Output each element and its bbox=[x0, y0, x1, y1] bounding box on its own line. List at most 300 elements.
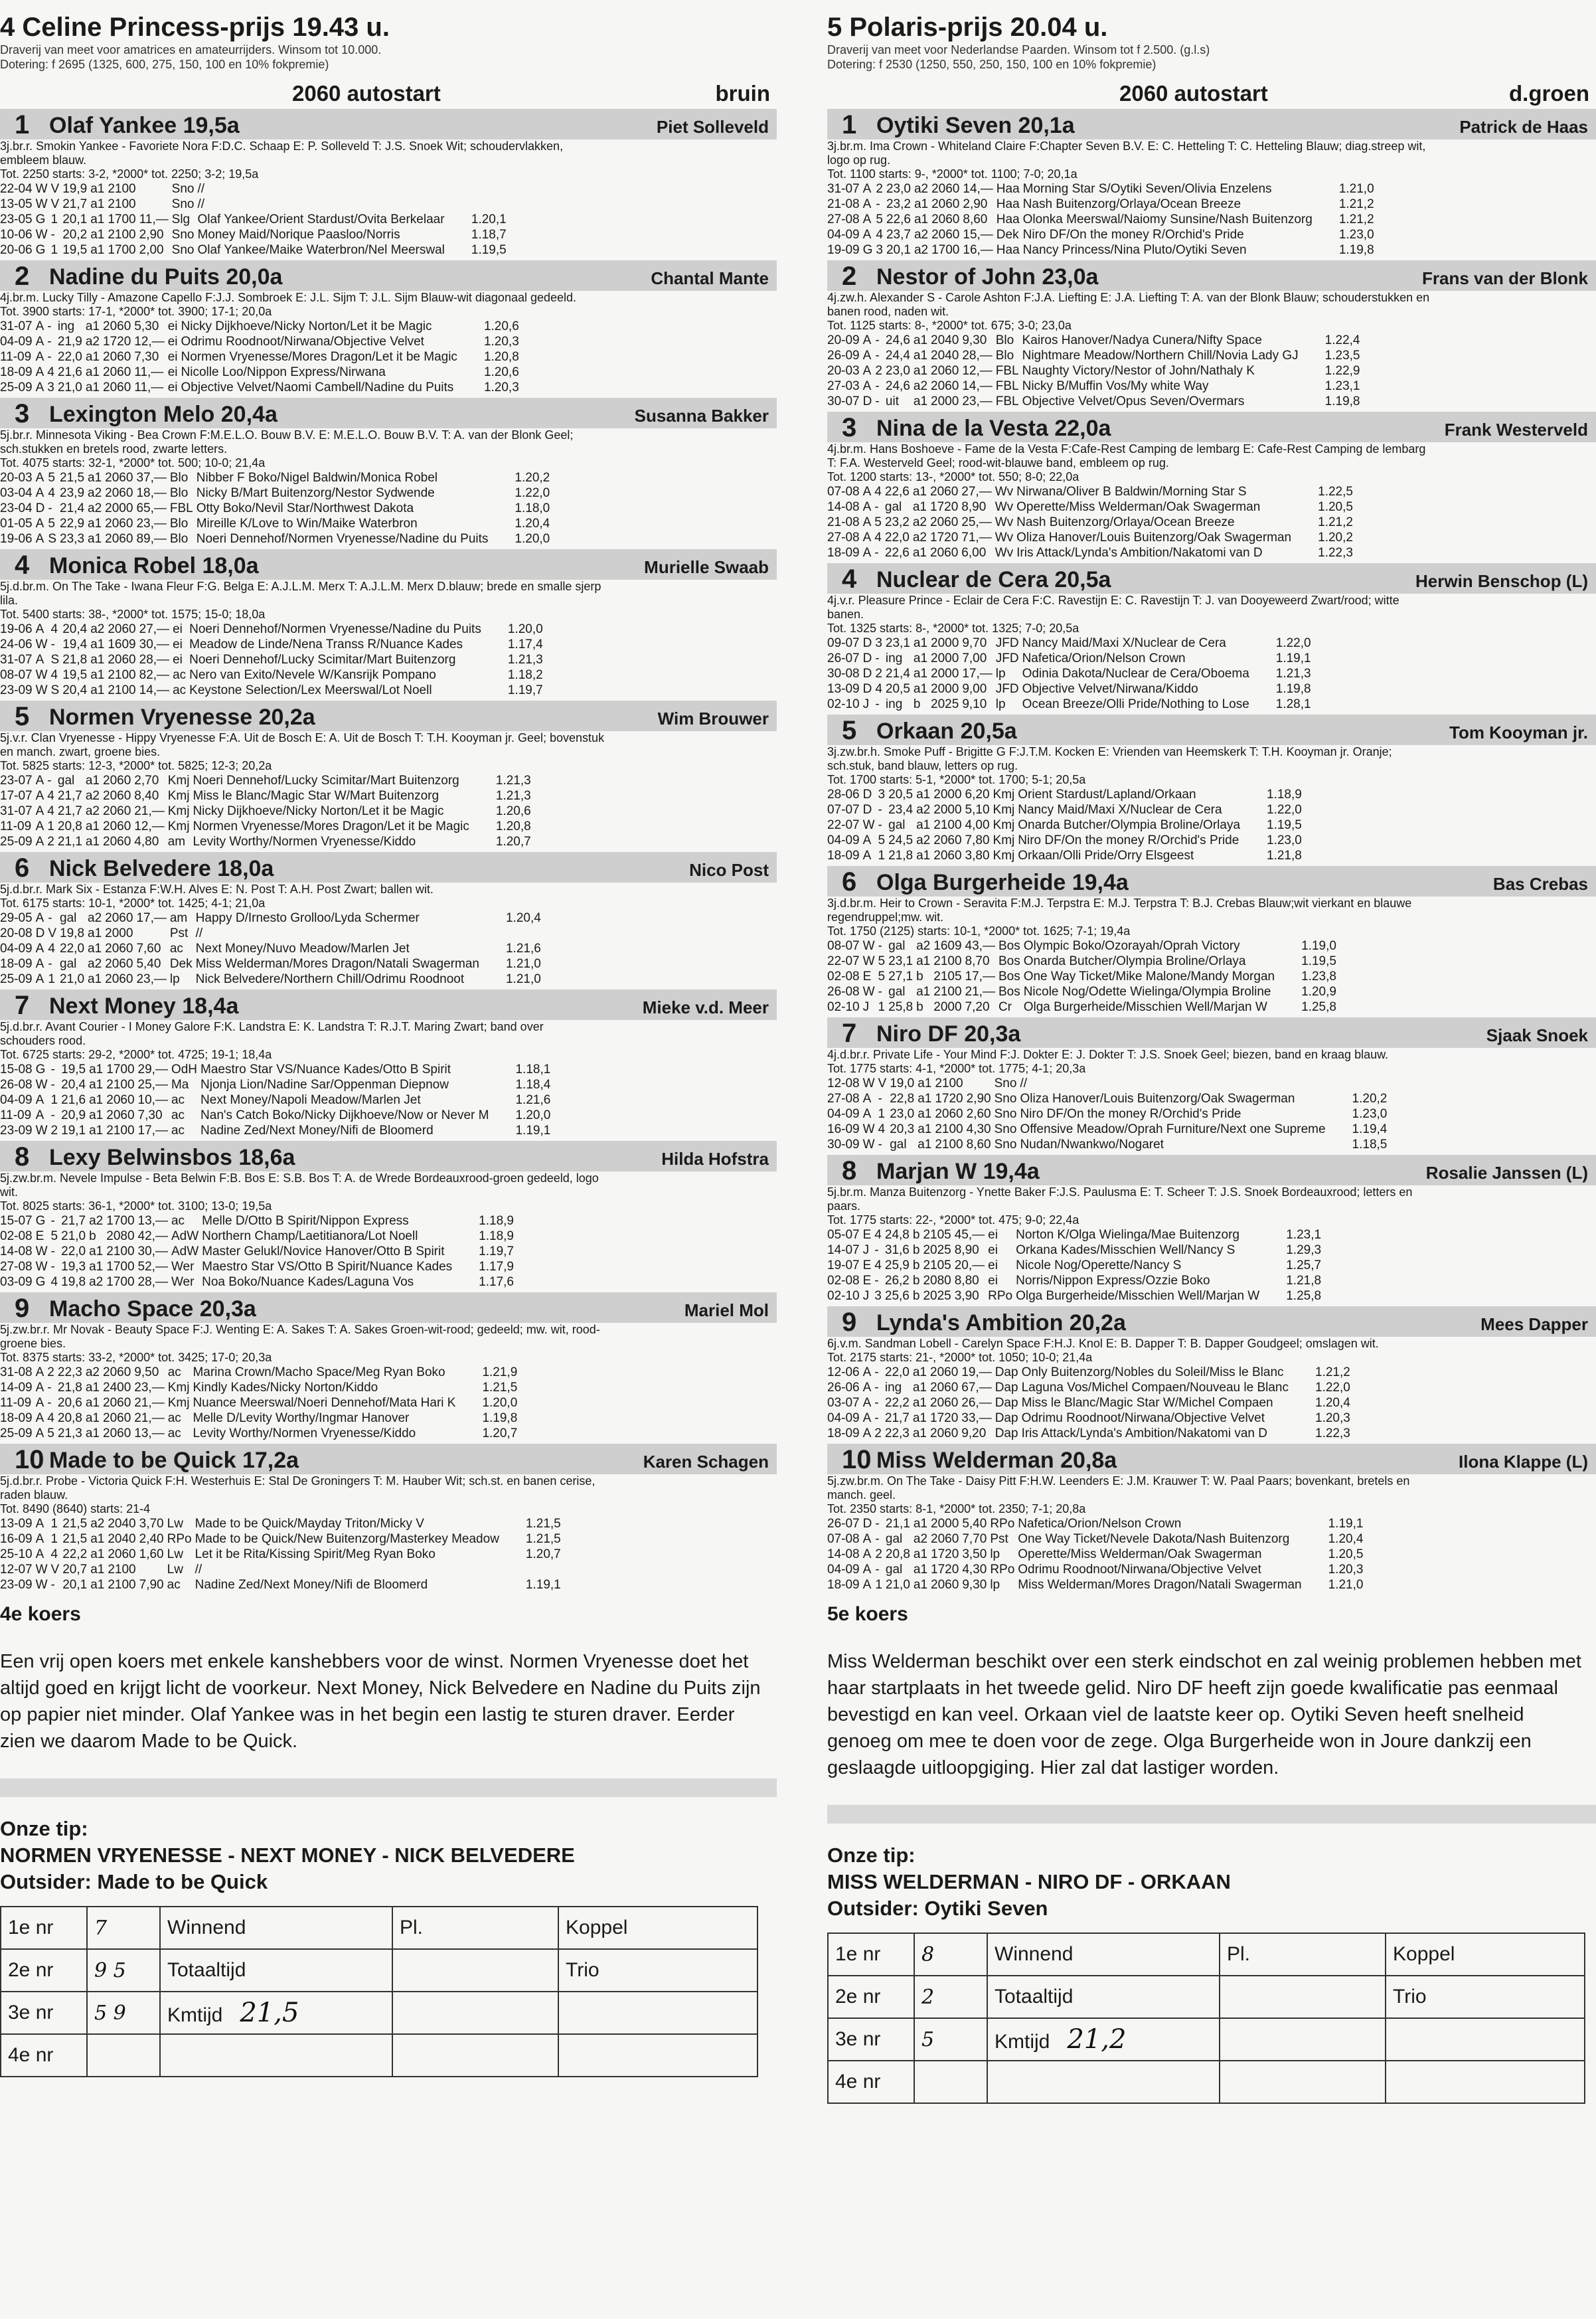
race-result-row bbox=[827, 363, 1364, 379]
result-cell bbox=[506, 1562, 564, 1577]
result-cell: Kmj bbox=[167, 819, 190, 833]
result-cell: Northern Champ/Laetitianora/Lot Noell bbox=[202, 1229, 418, 1243]
result-cell: 21,0 bbox=[61, 1229, 86, 1243]
past-performance-table bbox=[0, 319, 522, 395]
result-cell: A bbox=[862, 1547, 872, 1561]
result-cell: Lw bbox=[167, 1563, 183, 1577]
result-cell: a1 bbox=[90, 1578, 105, 1592]
result-cell: Orient Stardust/Lapland/Orkaan bbox=[1018, 788, 1196, 802]
race-result-row bbox=[0, 485, 553, 501]
result-cell: 11,— bbox=[134, 365, 164, 379]
result-cell: E bbox=[862, 970, 872, 984]
result-cell: Levity Worthy/Normen Vryenesse/Kiddo bbox=[193, 835, 416, 849]
result-cell: A bbox=[35, 835, 44, 849]
handwritten-entry: 5 bbox=[914, 2018, 987, 2061]
result-cell: One Way Ticket/Nevele Dakota/Nash Buitenzorg bbox=[1018, 1532, 1290, 1546]
tip-label: Onze tip: bbox=[827, 1844, 916, 1867]
result-cell: 11-09 bbox=[0, 1108, 32, 1122]
result-cell: 02-08 bbox=[827, 970, 860, 984]
result-cell: 19,5 bbox=[61, 1063, 86, 1076]
result-cell: Bos bbox=[998, 939, 1020, 953]
result-cell: A bbox=[862, 1396, 872, 1410]
result-cell: a1 bbox=[90, 197, 105, 211]
race-result-row bbox=[0, 380, 522, 395]
race-result-row bbox=[827, 666, 1315, 681]
result-cell: 25,6 bbox=[884, 1289, 910, 1303]
result-cell: 20,8 bbox=[57, 819, 82, 833]
form-cell: Winnend bbox=[987, 1933, 1220, 1976]
horse-entry bbox=[827, 715, 1596, 863]
result-cell: 43,— bbox=[965, 939, 995, 953]
race-result-row bbox=[0, 622, 546, 637]
result-cell: Blo bbox=[169, 532, 189, 546]
result-cell: 16-09 bbox=[0, 1532, 33, 1546]
result-cell: 52,— bbox=[137, 1260, 168, 1274]
result-cell: JFD bbox=[995, 651, 1019, 665]
result-cell: Sno bbox=[171, 197, 195, 211]
result-cell: 5 bbox=[878, 970, 886, 984]
past-performance-table bbox=[0, 1062, 554, 1138]
result-cell: b bbox=[912, 1289, 920, 1303]
result-cell: ei bbox=[167, 319, 178, 333]
race-result-row bbox=[827, 651, 1315, 666]
result-cell: 23,1 bbox=[888, 954, 914, 968]
result-cell: V bbox=[48, 926, 57, 940]
result-cell: 17-07 bbox=[0, 789, 33, 803]
result-cell: Otty Boko/Nevil Star/Northwest Dakota bbox=[196, 501, 414, 515]
result-cell: A bbox=[862, 531, 872, 545]
past-performance-table bbox=[0, 773, 534, 849]
result-cell: 15-07 bbox=[0, 1214, 33, 1228]
result-cell: Next Money/Nuvo Meadow/Marlen Jet bbox=[195, 942, 410, 956]
result-cell: 1.29,3 bbox=[1286, 1243, 1322, 1257]
result-cell: A bbox=[35, 774, 44, 788]
horse-stats: Tot. 1125 starts: 8-, *2000* tot. 675; 3-0; 23,0a bbox=[827, 319, 1072, 332]
result-cell: 2060 bbox=[933, 833, 962, 847]
result-cell: 2 bbox=[47, 1365, 54, 1379]
horse-number: 2 bbox=[842, 262, 857, 291]
result-cell: 1 bbox=[50, 243, 58, 257]
result-cell: - bbox=[874, 546, 879, 560]
result-cell: 10,— bbox=[137, 1093, 168, 1107]
result-cell: 1.22,0 bbox=[1315, 1381, 1350, 1395]
result-cell: 19,3 bbox=[61, 1260, 86, 1274]
result-cell: Onarda Butcher/Olympia Broline/Orlaya bbox=[1023, 954, 1246, 968]
result-cell: 23-07 bbox=[0, 774, 33, 788]
result-cell: 14-08 bbox=[827, 1547, 860, 1561]
result-cell: 30-08 bbox=[827, 667, 860, 681]
horse-header bbox=[827, 563, 1596, 594]
result-cell: 31-07 bbox=[0, 804, 33, 818]
result-cell: 27,— bbox=[961, 485, 992, 499]
horse-number: 1 bbox=[15, 110, 30, 139]
form-cell bbox=[1220, 2061, 1386, 2103]
result-cell: 19,5 bbox=[62, 668, 88, 682]
result-cell: 9,50 bbox=[134, 1365, 159, 1379]
result-cell: a1 bbox=[912, 1396, 927, 1410]
race-result-row bbox=[827, 1547, 1366, 1562]
result-cell: 25,8 bbox=[888, 1000, 914, 1014]
result-cell: a1 bbox=[90, 638, 105, 651]
result-cell: 21,4 bbox=[60, 501, 85, 515]
result-cell: A bbox=[862, 197, 872, 211]
result-cell: Dap bbox=[995, 1396, 1018, 1410]
result-cell: 2040 bbox=[931, 349, 959, 363]
race-result-row bbox=[827, 1273, 1324, 1288]
result-cell: 42,— bbox=[137, 1229, 168, 1243]
horse-entry bbox=[0, 1292, 777, 1441]
race-result-row bbox=[0, 197, 510, 212]
result-cell: 1.17,4 bbox=[507, 638, 543, 651]
race-label: 4e koers bbox=[0, 1603, 81, 1625]
result-cell: 1700 bbox=[106, 1063, 135, 1076]
horse-pedigree: paars. bbox=[827, 1199, 861, 1213]
handwritten-entry: 7 bbox=[87, 1907, 160, 1949]
result-cell: 23-09 bbox=[0, 1124, 33, 1138]
result-cell: A bbox=[35, 486, 44, 500]
race-result-row bbox=[827, 1426, 1354, 1441]
result-cell: V bbox=[50, 197, 60, 211]
result-cell: a2 bbox=[914, 182, 929, 196]
result-cell: 22,0 bbox=[60, 942, 85, 956]
result-cell: 5 bbox=[878, 833, 886, 847]
form-row bbox=[828, 2061, 1585, 2103]
race-result-row bbox=[827, 499, 1356, 515]
horse-number: 10 bbox=[842, 1445, 872, 1474]
result-cell: Blo bbox=[169, 486, 189, 500]
result-cell: - bbox=[50, 1108, 55, 1122]
result-cell: 22,9 bbox=[60, 517, 85, 531]
result-cell: am bbox=[169, 911, 188, 925]
result-cell: Miss Welderman/Mores Dragon/Natali Swagerman bbox=[1018, 1578, 1302, 1592]
race-result-row bbox=[827, 1562, 1366, 1577]
driver-name: Herwin Benschop (L) bbox=[1415, 571, 1588, 591]
result-cell: 7,00 bbox=[962, 651, 987, 665]
result-cell: 18-09 bbox=[827, 1426, 860, 1440]
horse-header bbox=[0, 260, 777, 291]
driver-name: Bas Crebas bbox=[1492, 874, 1588, 894]
race-result-row bbox=[0, 1411, 520, 1426]
result-cell: 5 bbox=[878, 954, 886, 968]
result-cell: 18-09 bbox=[0, 957, 33, 971]
race-result-row bbox=[827, 484, 1356, 499]
result-cell: 4 bbox=[874, 1258, 882, 1272]
result-cell: A bbox=[35, 1365, 44, 1379]
horse-pedigree: 5j.zw.br.r. Mr Novak - Beauty Space F:J. Wenting E: A. Sakes T: A. Sakes Groen-wit-rood; gedeeld; mw. wit, rood- bbox=[0, 1323, 600, 1336]
result-cell: 13-09 bbox=[827, 682, 860, 696]
form-row bbox=[1, 1907, 758, 1949]
result-cell: a1 bbox=[912, 1426, 927, 1440]
result-cell: 19,0 bbox=[890, 1076, 915, 1090]
result-cell: Odrimu Roodnoot/Nirwana/Objective Velvet bbox=[1021, 1411, 1265, 1425]
result-cell bbox=[451, 181, 510, 197]
result-cell: 7,80 bbox=[965, 833, 990, 847]
horse-name: Marjan W 19,4a bbox=[876, 1159, 1040, 1184]
result-cell: a1 bbox=[85, 1411, 100, 1425]
result-cell: a1 bbox=[916, 788, 931, 802]
result-cell: 2060 bbox=[930, 1365, 959, 1379]
result-cell: 20,1 bbox=[62, 213, 88, 226]
result-cell: 1.18,9 bbox=[479, 1214, 514, 1228]
result-cell: 21,5 bbox=[60, 471, 85, 485]
result-cell: 1 bbox=[50, 1532, 58, 1546]
result-cell: ei bbox=[167, 365, 178, 379]
driver-name: Hilda Hofstra bbox=[661, 1149, 769, 1169]
result-cell: b bbox=[916, 970, 923, 984]
result-cell: a2 bbox=[85, 335, 100, 349]
horse-pedigree: sch.stukken en bretels rood, zwarte letters. bbox=[0, 442, 228, 456]
result-cell: 30,— bbox=[139, 638, 170, 651]
result-cell: a1 bbox=[85, 350, 100, 364]
result-cell: 27,1 bbox=[888, 970, 914, 984]
result-cell: OdH bbox=[171, 1063, 198, 1076]
result-cell: 13-09 bbox=[0, 1517, 33, 1531]
result-cell: 2100 bbox=[108, 683, 136, 697]
result-cell: a1 bbox=[913, 1578, 928, 1592]
form-cell: Winnend bbox=[160, 1907, 392, 1949]
race-result-row bbox=[827, 1091, 1390, 1106]
result-cell: ac bbox=[167, 1411, 181, 1425]
result-cell: 1.20,9 bbox=[1301, 985, 1336, 999]
horse-header bbox=[0, 398, 777, 428]
result-cell: 1.20,7 bbox=[495, 835, 531, 849]
result-cell: 1.20,2 bbox=[515, 471, 550, 485]
horse-pedigree: 4j.d.br.r. Private Life - Your Mind F:J. Dokter E: J. Dokter T: J.S. Snoek Geel; biezen, band en kraag blauw. bbox=[827, 1048, 1389, 1061]
result-cell: 2080 bbox=[106, 1229, 135, 1243]
race-result-row bbox=[0, 834, 534, 849]
horse-pedigree: lila. bbox=[0, 594, 19, 607]
race-result-row bbox=[0, 1092, 554, 1108]
result-cell: 1.21,8 bbox=[1286, 1274, 1322, 1288]
result-cell: Normen Vryenesse/Mores Dragon/Let it be Magic bbox=[193, 819, 469, 833]
result-cell: 2000 bbox=[933, 1000, 962, 1014]
result-cell: Melle D/Levity Worthy/Ingmar Hanover bbox=[193, 1411, 410, 1425]
result-cell: A bbox=[35, 1426, 44, 1440]
result-cell: A bbox=[35, 1396, 44, 1410]
result-cell: - bbox=[874, 1396, 879, 1410]
race-result-row bbox=[827, 1137, 1390, 1152]
result-cell: a2 bbox=[912, 531, 927, 545]
result-cell: 26-09 bbox=[827, 349, 860, 363]
result-cell: 3 bbox=[876, 243, 883, 257]
result-cell: Nicky Dijkhoeve/Nicky Norton/Let it be Magic bbox=[181, 319, 432, 333]
form-row bbox=[1, 2034, 758, 2077]
result-cell: 2000 bbox=[931, 394, 959, 408]
result-cell: 21,— bbox=[965, 985, 995, 999]
horse-pedigree: en manch. zwart, groene bies. bbox=[0, 745, 161, 758]
result-cell: 31,6 bbox=[884, 1243, 910, 1257]
result-cell: ei bbox=[167, 381, 178, 394]
form-cell: 3e nr bbox=[1, 1992, 87, 2034]
result-cell: Noeri Dennehof/Lucky Scimitar/Mart Buitenzorg bbox=[189, 653, 456, 667]
outsider-pick: Outsider: Oytiki Seven bbox=[827, 1897, 1048, 1920]
race-result-row bbox=[0, 1123, 554, 1138]
result-cell: Niro DF/On the money R/Orchid's Pride bbox=[1020, 1107, 1241, 1121]
horse-number: 7 bbox=[842, 1019, 857, 1048]
horse-number: 1 bbox=[842, 110, 857, 139]
result-cell: a1 bbox=[85, 365, 100, 379]
result-cell: 19-07 bbox=[827, 1258, 860, 1272]
result-cell: 1.19,1 bbox=[515, 1124, 551, 1138]
result-cell: 1.20,0 bbox=[515, 532, 550, 546]
result-cell: RPo bbox=[990, 1563, 1015, 1577]
horse-stats: Tot. 2175 starts: 21-, *2000* tot. 1050; 10-0; 21,4a bbox=[827, 1351, 1093, 1364]
result-cell: Nudan/Nwankwo/Nogaret bbox=[1020, 1138, 1164, 1152]
result-cell: a2 bbox=[916, 803, 931, 817]
result-cell: a1 bbox=[913, 682, 928, 696]
result-cell: 26-07 bbox=[827, 651, 860, 665]
result-cell: 1.21,3 bbox=[1275, 667, 1311, 681]
result-cell: 4,80 bbox=[134, 835, 159, 849]
result-cell: 23,1 bbox=[885, 636, 910, 650]
result-cell: W bbox=[862, 954, 875, 968]
result-cell: Pst bbox=[169, 926, 189, 940]
form-row bbox=[828, 2018, 1585, 2061]
result-cell: W bbox=[35, 1260, 48, 1274]
horse-header bbox=[827, 1017, 1596, 1048]
result-cell: - bbox=[874, 1365, 879, 1379]
result-cell: 2100 bbox=[108, 197, 136, 211]
result-cell: 4 bbox=[50, 668, 58, 682]
result-cell: Kindly Kades/Nicky Norton/Kiddo bbox=[193, 1381, 378, 1395]
result-cell: Ma bbox=[171, 1078, 189, 1092]
result-cell: 1.18,5 bbox=[1352, 1138, 1388, 1152]
result-cell: 1 bbox=[50, 213, 58, 226]
result-cell: 7,30 bbox=[134, 350, 159, 364]
race-prize-money: Dotering: f 2695 (1325, 600, 275, 150, 100 en 10% fokpremie) bbox=[0, 58, 329, 71]
result-cell: 30,— bbox=[137, 1245, 168, 1258]
result-cell: 3 bbox=[875, 636, 882, 650]
result-cell: Noeri Dennehof/Lucky Scimitar/Mart Buitenzorg bbox=[193, 774, 459, 788]
result-cell: 1.20,2 bbox=[1352, 1092, 1388, 1106]
race-result-row bbox=[0, 1108, 554, 1123]
result-cell: RPo bbox=[988, 1289, 1013, 1303]
horse-header bbox=[0, 989, 777, 1020]
horse-number: 6 bbox=[15, 853, 30, 883]
result-cell: a1 bbox=[85, 835, 100, 849]
result-cell: 22,3 bbox=[57, 1365, 82, 1379]
result-cell: Nibber F Boko/Nigel Baldwin/Monica Robel bbox=[196, 471, 438, 485]
horse-header bbox=[827, 866, 1596, 897]
result-cell: S bbox=[50, 683, 60, 697]
result-cell: 22,2 bbox=[884, 1396, 910, 1410]
result-cell: A bbox=[862, 485, 872, 499]
result-cell: 20,4 bbox=[62, 683, 88, 697]
result-cell: 1.19,7 bbox=[479, 1245, 514, 1258]
past-performance-table bbox=[827, 484, 1356, 560]
result-cell: 2060 bbox=[105, 486, 133, 500]
result-cell: 2060 bbox=[105, 972, 133, 986]
result-cell: Nirwana/Oliver B Baldwin/Morning Star S bbox=[1016, 485, 1247, 499]
result-cell: Norton K/Olga Wielinga/Mae Buitenzorg bbox=[1016, 1228, 1239, 1242]
horse-entry bbox=[0, 852, 777, 987]
result-cell: Morning Star S/Oytiki Seven/Olivia Enzelens bbox=[1022, 182, 1272, 196]
race-result-row bbox=[827, 1577, 1366, 1592]
result-cell: 23-04 bbox=[0, 501, 33, 515]
result-cell: 37,— bbox=[136, 471, 167, 485]
race-result-row bbox=[0, 319, 522, 334]
race-result-row bbox=[827, 1411, 1354, 1426]
race-result-row bbox=[827, 787, 1305, 802]
result-cell: Odrimu Roodnoot/Nirwana/Objective Velvet bbox=[181, 335, 424, 349]
result-cell: 1.17,9 bbox=[479, 1260, 514, 1274]
result-cell: 1700 bbox=[931, 243, 960, 257]
result-cell: 1.23,0 bbox=[1352, 1107, 1388, 1121]
result-cell: Haa bbox=[996, 197, 1020, 211]
result-cell: A bbox=[862, 379, 872, 393]
result-cell: 1,60 bbox=[139, 1547, 164, 1561]
result-cell: RPo bbox=[167, 1532, 192, 1546]
result-cell: 21,6 bbox=[61, 1093, 86, 1107]
result-cell: 1.21,0 bbox=[505, 972, 541, 986]
horse-pedigree: sch.stuk, band blauw, letters op rug. bbox=[827, 759, 1018, 772]
result-cell: - bbox=[50, 638, 55, 651]
result-cell: 12,— bbox=[134, 819, 165, 833]
result-cell: gal bbox=[885, 1532, 903, 1546]
result-cell: 2000 bbox=[105, 926, 133, 940]
result-cell: G bbox=[35, 1063, 46, 1076]
result-cell: Nightmare Meadow/Northern Chill/Novia Lady GJ bbox=[1022, 349, 1299, 363]
result-cell: 1.21,3 bbox=[507, 653, 543, 667]
result-cell: 1.22,5 bbox=[1318, 485, 1353, 499]
result-cell: 10-06 bbox=[0, 228, 33, 242]
result-cell: 11,— bbox=[134, 381, 164, 394]
result-cell: 07-07 bbox=[827, 803, 860, 817]
result-cell: 6,20 bbox=[965, 788, 990, 802]
horse-entry bbox=[827, 1444, 1596, 1592]
result-cell: a1 bbox=[88, 972, 102, 986]
result-cell: 21,0 bbox=[60, 972, 85, 986]
result-cell: 1.20,8 bbox=[483, 350, 519, 364]
result-cell: 3,50 bbox=[962, 1547, 987, 1561]
result-cell: - bbox=[47, 1396, 52, 1410]
result-cell: 1 bbox=[878, 1000, 886, 1014]
result-cell: 21,7 bbox=[61, 1214, 86, 1228]
result-cell: - bbox=[875, 1532, 880, 1546]
result-cell: Sno bbox=[171, 182, 195, 196]
result-cell: a1 bbox=[88, 471, 102, 485]
result-cell: 23,3 bbox=[60, 532, 85, 546]
result-cell: am bbox=[167, 835, 186, 849]
driver-name: Mieke v.d. Meer bbox=[642, 997, 769, 1017]
driver-name: Susanna Bakker bbox=[634, 406, 769, 426]
result-cell: 2000 bbox=[931, 667, 959, 681]
result-cell: 2100 bbox=[106, 1124, 135, 1138]
result-cell: 12-06 bbox=[827, 1365, 860, 1379]
form-cell bbox=[558, 1992, 758, 2034]
result-cell: 20-08 bbox=[0, 926, 33, 940]
result-cell: 5,40 bbox=[136, 957, 161, 971]
result-cell: - bbox=[50, 1078, 55, 1092]
race-result-row bbox=[0, 972, 544, 987]
result-cell: 2400 bbox=[103, 1381, 131, 1395]
result-cell: A bbox=[35, 942, 44, 956]
result-cell: 24-06 bbox=[0, 638, 33, 651]
result-cell: - bbox=[875, 349, 880, 363]
result-cell: A bbox=[862, 1092, 872, 1106]
result-cell: 23-09 bbox=[0, 1578, 33, 1592]
result-cell: 21,7 bbox=[62, 197, 88, 211]
result-cell: Nafetica/Orion/Nelson Crown bbox=[1018, 1517, 1182, 1531]
form-label: Kmtijd bbox=[167, 2004, 223, 2026]
race-result-row bbox=[0, 531, 553, 547]
result-cell: Norris/Nippon Express/Ozzie Boko bbox=[1016, 1274, 1210, 1288]
result-cell: 1.21,6 bbox=[505, 942, 541, 956]
race-result-row bbox=[0, 1562, 564, 1577]
result-cell: A bbox=[862, 849, 872, 863]
result-cell: J bbox=[862, 697, 870, 711]
result-cell: 2060 bbox=[103, 319, 131, 333]
